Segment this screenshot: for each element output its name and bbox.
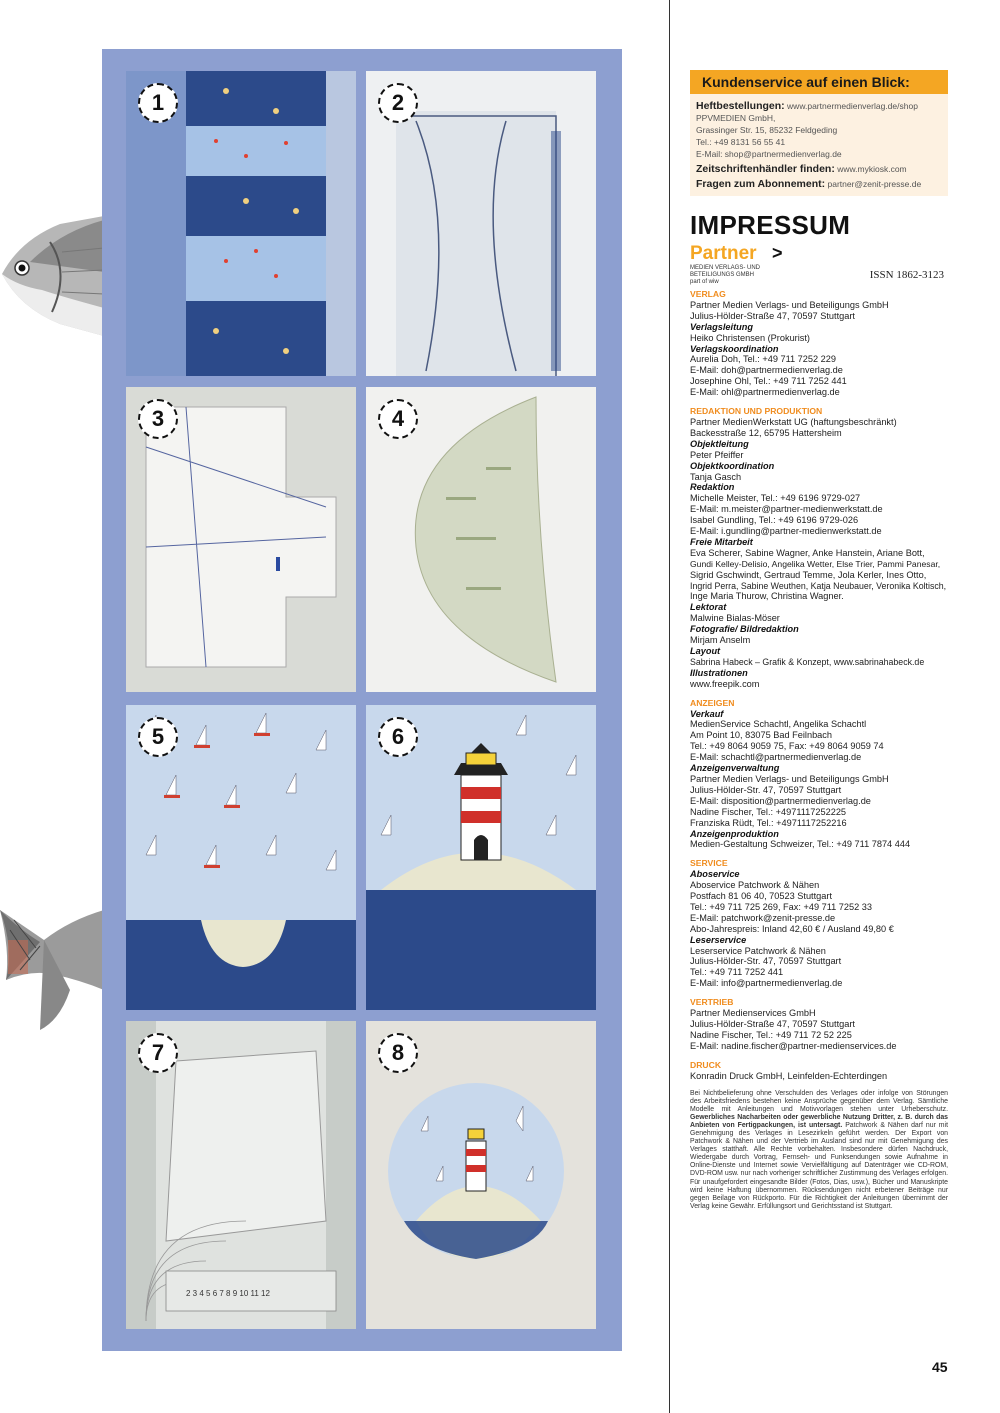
orders-address: Grassinger Str. 15, 85232 Feldgeding [696,125,838,135]
step-badge-2: 2 [378,83,418,123]
step-photo-4 [366,387,596,692]
legal-notice [690,1090,948,1211]
step-badge-1: 1 [138,83,178,123]
email-line[interactable]: E-Mail: disposition@partnermedienverlag.de [690,795,871,806]
text-line: Tel.: +49 711 725 269, Fax: +49 711 7252 33 [690,901,873,912]
svg-text:2 3 4 5 6 7 8 9 10 11 12: 2 3 4 5 6 7 8 9 10 11 12 [186,1289,270,1298]
text-line: Julius-Hölder-Str. 47, 70597 Stuttgart [690,956,842,967]
page-number: 45 [932,1359,948,1375]
text-line: Aurelia Doh, Tel.: +49 711 7252 229 [690,354,837,365]
sub-heading: Aboservice [690,869,740,880]
sub-heading: Verkauf [690,708,724,719]
text-line: Abo-Jahrespreis: Inland 42,60 € / Ausland 49,80 € [690,923,894,934]
column-divider [669,0,670,1413]
text-line: Inge Maria Thurow, Christina Wagner. [690,591,844,602]
sub-heading: Leserservice [690,934,747,945]
orders-email[interactable]: E-Mail: shop@partnermedienverlag.de [696,149,842,159]
text-line: Nadine Fischer, Tel.: +49 711 72 52 225 [690,1029,852,1040]
text-line: Isabel Gundling, Tel.: +49 6196 9729-026 [690,515,859,526]
logo-wordmark: Partner [690,243,757,264]
step-photo-2 [366,71,596,376]
photo-panel [102,49,622,1351]
section-heading: VERLAG [690,289,726,299]
text-line: Julius-Hölder-Str. 47, 70597 Stuttgart [690,784,842,795]
sub-heading: Objektleitung [690,438,749,449]
section-heading: DRUCK [690,1059,722,1070]
email-line[interactable]: E-Mail: info@partnermedienverlag.de [690,978,843,989]
sub-heading: Illustrationen [690,667,748,678]
text-line: Partner Medien Verlags- und Beteiligungs GmbH [690,299,889,310]
text-line: Am Point 10, 83075 Bad Feilnbach [690,730,832,741]
text-line: Aboservice Patchwork & Nähen [690,880,820,891]
imprint-column [690,70,948,1211]
customer-service-box [690,70,948,196]
text-line: Eva Scherer, Sabine Wagner, Anke Hanstein, Ariane Bott, [690,547,925,558]
subscription-label: Fragen zum Abonnement: [696,178,826,190]
customer-service-title: Kundenservice auf einen Blick: [690,70,948,94]
text-line: Julius-Hölder-Straße 47, 70597 Stuttgart [690,1019,855,1029]
step-photo-5 [126,705,356,1010]
section-heading: SERVICE [690,858,728,869]
text-line: Partner Medien Verlags- und Beteiligungs GmbH [690,773,889,784]
text-line: Tel.: +49 711 7252 441 [690,967,784,978]
section-heading: ANZEIGEN [690,697,735,708]
sub-heading: Fotografie/ Bildredaktion [690,624,799,635]
sub-heading: Objektkoordination [690,460,775,471]
step-photo-8 [366,1021,596,1329]
sub-heading: Verlagsleitung [690,321,753,332]
text-line: Malwine Bialas-Möser [690,613,780,624]
legal-text: Patchwork & Nähen darf nur mit Genehmigung des Verlages in Lesezirkeln geführt werden. Der Export von Patchwork & Nähen und der Vertrieb im Ausland sind nur mit Genehmigung des Verlages statthaft. Alle Rechte vorbehalten. Insbesondere dürfen Nachdruck, Wiedergabe durch Vortrag, Fernseh- und Funksendungen sowie Aufnahme in Online-Dienste und Internet sowie Vervielfältigung auf Datenträger wie CD-ROM, DVD-ROM usw. nur nach vorheriger schriftlicher Zustimmung des Verlages erfolgen. Für unaufgefordert eingesandte Bilder (Fotos, Dias, usw.), Bücher und Manuskripte wird keine Haftung übernommen. Rücksendungen nicht erbetener Beiträge nur gegen Beilage von Rückporto. Für die Richtigkeit der Anleitungen übernimmt der Verlag keine Gewähr. Erfüllungsort und Gerichtsstand ist Stuttgart. [690,1121,948,1210]
step-photo-6 [366,705,596,1010]
fish-tail-illustration [0,870,104,1040]
text-line: Mirjam Anselm [690,635,751,646]
text-line: Tel.: +49 8064 9059 75, Fax: +49 8064 9059 74 [690,741,884,752]
text-line: Sigrid Gschwindt, Gertraud Temme, Jola Kerler, Ines Otto, [690,569,927,580]
text-line: Josephine Ohl, Tel.: +49 711 7252 441 [690,376,847,387]
fish-head-illustration [0,212,104,342]
sub-heading: Verlagskoordination [690,343,779,354]
step-badge-3: 3 [138,399,178,439]
step-badge-5: 5 [138,717,178,757]
shop-link[interactable]: www.partnermedienverlag.de/shop [787,101,918,111]
sub-heading: Anzeigenverwaltung [690,763,780,774]
text-line: Gundi Kelley-Delisio, Angelika Wetter, Else Trier, Pammi Panesar, [690,558,941,569]
text-line: Partner MedienWerkstatt UG (haftungsbeschränkt) [690,416,897,427]
text-line: Nadine Fischer, Tel.: +4971117252225 [690,806,847,817]
text-line: Backesstraße 12, 65795 Hattersheim [690,427,842,438]
sub-heading: Anzeigenproduktion [690,828,779,839]
text-line: Franziska Rüdt, Tel.: +4971117252216 [690,817,847,828]
orders-label: Heftbestellungen: [696,100,785,112]
sub-heading: Freie Mitarbeit [690,536,753,547]
text-line: Michelle Meister, Tel.: +49 6196 9729-027 [690,493,861,504]
text-line: Leserservice Patchwork & Nähen [690,945,826,956]
step-photo-3 [126,387,356,692]
step-badge-7: 7 [138,1033,178,1073]
issn-number: ISSN 1862-3123 [869,269,944,281]
email-line[interactable]: E-Mail: nadine.fischer@partner-medienservices.de [690,1040,897,1051]
retailer-label: Zeitschriftenhändler finden: [696,163,835,175]
sub-heading: Lektorat [690,602,727,613]
text-line: Postfach 81 06 40, 70523 Stuttgart [690,891,832,902]
legal-bold-text: Gewerbliches Nacharbeiten oder gewerbliche Nutzung Dritter, z. B. durch das Anbieten von Fertigpackungen, ist untersagt. [690,1113,948,1129]
subscription-email[interactable]: partner@zenit-presse.de [827,179,922,189]
logo-subline: MEDIEN VERLAGS- UND BETEILIGUNGS GMBH [690,265,761,278]
web-link[interactable]: www.freepik.com [690,678,760,689]
section-heading: VERTRIEB [690,997,734,1008]
step-badge-8: 8 [378,1033,418,1073]
step-photo-7 [126,1021,356,1329]
impressum-title: IMPRESSUM [690,210,851,240]
logo-tagline: part of wiw [690,279,719,285]
email-line[interactable]: E-Mail: i.gundling@partner-medienwerkstatt.de [690,526,882,537]
step-badge-6: 6 [378,717,418,757]
text-line: Tanja Gasch [690,471,742,482]
text-line: MedienService Schachtl, Angelika Schachtl [690,719,867,730]
email-line[interactable]: E-Mail: doh@partnermedienverlag.de [690,365,843,376]
logo-arrow-icon: > [772,243,783,263]
email-line[interactable]: E-Mail: schachtl@partnermedienverlag.de [690,752,862,763]
email-line[interactable]: E-Mail: patchwork@zenit-presse.de [690,912,836,923]
text-line: Peter Pfeiffer [690,449,744,460]
text-line: Partner Medienservices GmbH [690,1008,816,1019]
orders-company: PPVMEDIEN GmbH, [696,113,776,123]
email-line[interactable]: E-Mail: m.meister@partner-medienwerkstatt.de [690,504,883,515]
text-line: Julius-Hölder-Straße 47, 70597 Stuttgart [690,310,855,321]
text-line: Medien-Gestaltung Schweizer, Tel.: +49 711 7874 444 [690,839,911,850]
legal-text: Bei Nichtbelieferung ohne Verschulden des Verlages oder infolge von Störungen des Arbeitsfriedens bestehen keine Ansprüche gegenüber dem Verlag. Sämtliche Modelle mit Anleitungen und Motivvorlagen stehen unter Urheberschutz. [690,1089,948,1113]
step-photo-1 [126,71,356,376]
partner-logo [690,243,948,289]
section-heading: REDAKTION UND PRODUKTION [690,406,823,417]
sub-heading: Layout [690,646,721,656]
verlag-section [690,289,948,1082]
step-badge-4: 4 [378,399,418,439]
text-line: Heiko Christensen (Prokurist) [690,332,810,343]
mykiosk-link[interactable]: www.mykiosk.com [837,164,907,174]
email-line[interactable]: E-Mail: ohl@partnermedienverlag.de [690,387,840,398]
text-line: Ingrid Perra, Sabine Weuthen, Katja Neubauer, Veronika Koltisch, [690,580,947,591]
text-line: Konradin Druck GmbH, Leinfelden-Echterdingen [690,1070,888,1081]
sub-heading: Redaktion [690,482,735,493]
orders-phone: Tel.: +49 8131 56 55 41 [696,137,786,147]
text-line: Sabrina Habeck – Grafik & Konzept, www.sabrinahabeck.de [690,656,925,667]
